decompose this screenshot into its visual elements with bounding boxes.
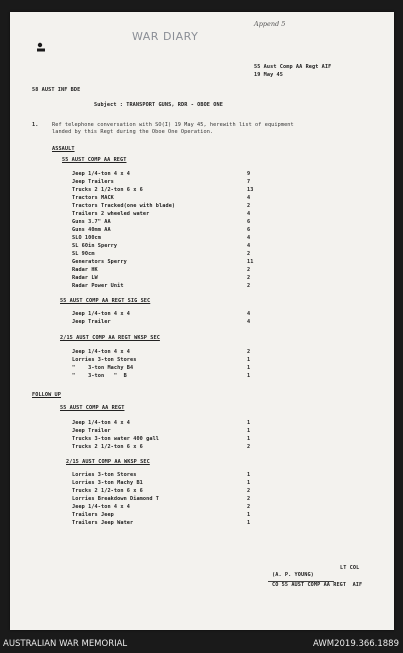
- equipment-name: Trucks 3-ton water 400 gall: [72, 436, 160, 442]
- equipment-qty: 4: [247, 319, 251, 325]
- equipment-qty: 1: [247, 420, 251, 426]
- equipment-name: Radar Power Unit: [72, 283, 124, 289]
- equipment-qty: 4: [247, 311, 251, 317]
- equipment-name: Generators Sperry: [72, 259, 127, 265]
- signature-title: CO 55 AUST COMP AA REGT AIF: [272, 582, 363, 588]
- subsection-heading-fu-regt: 55 AUST COMP AA REGT: [60, 405, 125, 411]
- equipment-qty: 4: [247, 211, 251, 217]
- equipment-name: Trucks 2 1/2-ton 6 x 6: [72, 488, 143, 494]
- equipment-name: Lorries 3-ton Machy B1: [72, 480, 143, 486]
- equipment-name: Jeep 1/4-ton 4 x 4: [72, 420, 131, 426]
- equipment-qty: 13: [247, 187, 254, 193]
- equipment-name: Lorries Breakdown Diamond T: [72, 496, 160, 502]
- equipment-name: Trailers 2 wheeled water: [72, 211, 150, 217]
- equipment-qty: 9: [247, 171, 251, 177]
- equipment-name: Lorries 3-ton Stores: [72, 357, 137, 363]
- paragraph-line: Ref telephone conversation with SO(I) 19 May 45, herewith list of equipment: [52, 122, 294, 128]
- equipment-qty: 11: [247, 259, 254, 265]
- war-diary-stamp: WAR DIARY: [132, 30, 199, 43]
- equipment-qty: 1: [247, 365, 251, 371]
- equipment-qty: 1: [247, 357, 251, 363]
- equipment-qty: 1: [247, 428, 251, 434]
- subsection-heading-fu-wksp: 2/15 AUST COMP AA WKSP SEC: [66, 459, 150, 465]
- equipment-qty: 2: [247, 496, 251, 502]
- header-addressee: 58 AUST INF BDE: [32, 87, 81, 93]
- equipment-name: Jeep Trailer: [72, 319, 111, 325]
- equipment-name: Guns 40mm AA: [72, 227, 111, 233]
- equipment-qty: 6: [247, 227, 251, 233]
- equipment-qty: 7: [247, 179, 251, 185]
- equipment-name: Tractors MACK: [72, 195, 114, 201]
- equipment-name: Guns 3.7" AA: [72, 219, 111, 225]
- append-note: Append 5: [254, 20, 286, 28]
- footer-institution: AUSTRALIAN WAR MEMORIAL: [3, 639, 128, 649]
- equipment-name: " 3-ton " B: [72, 373, 127, 379]
- equipment-name: Tractors Tracked(one with blade): [72, 203, 176, 209]
- equipment-qty: 2: [247, 488, 251, 494]
- header-date: 19 May 45: [254, 72, 284, 78]
- equipment-qty: 2: [247, 251, 251, 257]
- punch-hole-mark: [37, 42, 45, 53]
- equipment-name: SLO 100cm: [72, 235, 102, 241]
- equipment-name: Radar HK: [72, 267, 98, 273]
- section-heading-follow-up: FOLLOW UP: [32, 392, 62, 398]
- equipment-qty: 1: [247, 436, 251, 442]
- equipment-qty: 4: [247, 243, 251, 249]
- equipment-name: SL 60in Sperry: [72, 243, 118, 249]
- equipment-qty: 6: [247, 219, 251, 225]
- equipment-name: Jeep 1/4-ton 4 x 4: [72, 311, 131, 317]
- equipment-name: Trucks 2 1/2-ton 6 x 6: [72, 187, 143, 193]
- equipment-qty: 2: [247, 275, 251, 281]
- section-heading-assault: ASSAULT: [52, 146, 75, 152]
- equipment-qty: 1: [247, 472, 251, 478]
- equipment-name: Radar LW: [72, 275, 98, 281]
- equipment-qty: 2: [247, 444, 251, 450]
- equipment-name: Jeep 1/4-ton 4 x 4: [72, 171, 131, 177]
- equipment-qty: 1: [247, 373, 251, 379]
- equipment-qty: 1: [247, 520, 251, 526]
- paragraph-line: landed by this Regt during the Oboe One Operation.: [52, 129, 214, 135]
- equipment-qty: 4: [247, 235, 251, 241]
- equipment-name: Trailers Jeep Water: [72, 520, 134, 526]
- equipment-name: " 3-ton Machy B4: [72, 365, 134, 371]
- equipment-name: Jeep Trailers: [72, 179, 114, 185]
- signature-rank: LT COL: [340, 565, 360, 571]
- equipment-name: Trucks 2 1/2-ton 6 x 6: [72, 444, 143, 450]
- equipment-qty: 4: [247, 195, 251, 201]
- equipment-name: Jeep 1/4-ton 4 x 4: [72, 504, 131, 510]
- signature-name: (A. P. YOUNG): [272, 572, 314, 578]
- equipment-qty: 2: [247, 504, 251, 510]
- equipment-name: Jeep Trailer: [72, 428, 111, 434]
- equipment-qty: 2: [247, 349, 251, 355]
- subsection-heading-sig: 55 AUST COMP AA REGT SIG SEC: [60, 298, 151, 304]
- equipment-name: SL 90cm: [72, 251, 95, 257]
- subsection-heading-regt: 55 AUST COMP AA REGT: [62, 157, 127, 163]
- equipment-qty: 2: [247, 283, 251, 289]
- subject-line: Subject : TRANSPORT GUNS, RDR - OBOE ONE: [94, 102, 223, 108]
- equipment-name: Lorries 3-ton Stores: [72, 472, 137, 478]
- paragraph-number: 1.: [32, 122, 39, 128]
- equipment-qty: 2: [247, 203, 251, 209]
- document-page: [10, 12, 394, 630]
- equipment-qty: 1: [247, 480, 251, 486]
- subsection-heading-wksp: 2/15 AUST COMP AA REGT WKSP SEC: [60, 335, 160, 341]
- footer-accession-number: AWM2019.366.1889: [313, 639, 399, 649]
- equipment-qty: 2: [247, 267, 251, 273]
- equipment-name: Trailers Jeep: [72, 512, 114, 518]
- equipment-name: Jeep 1/4-ton 4 x 4: [72, 349, 131, 355]
- equipment-qty: 1: [247, 512, 251, 518]
- header-unit: 55 Aust Comp AA Regt AIF: [254, 64, 332, 70]
